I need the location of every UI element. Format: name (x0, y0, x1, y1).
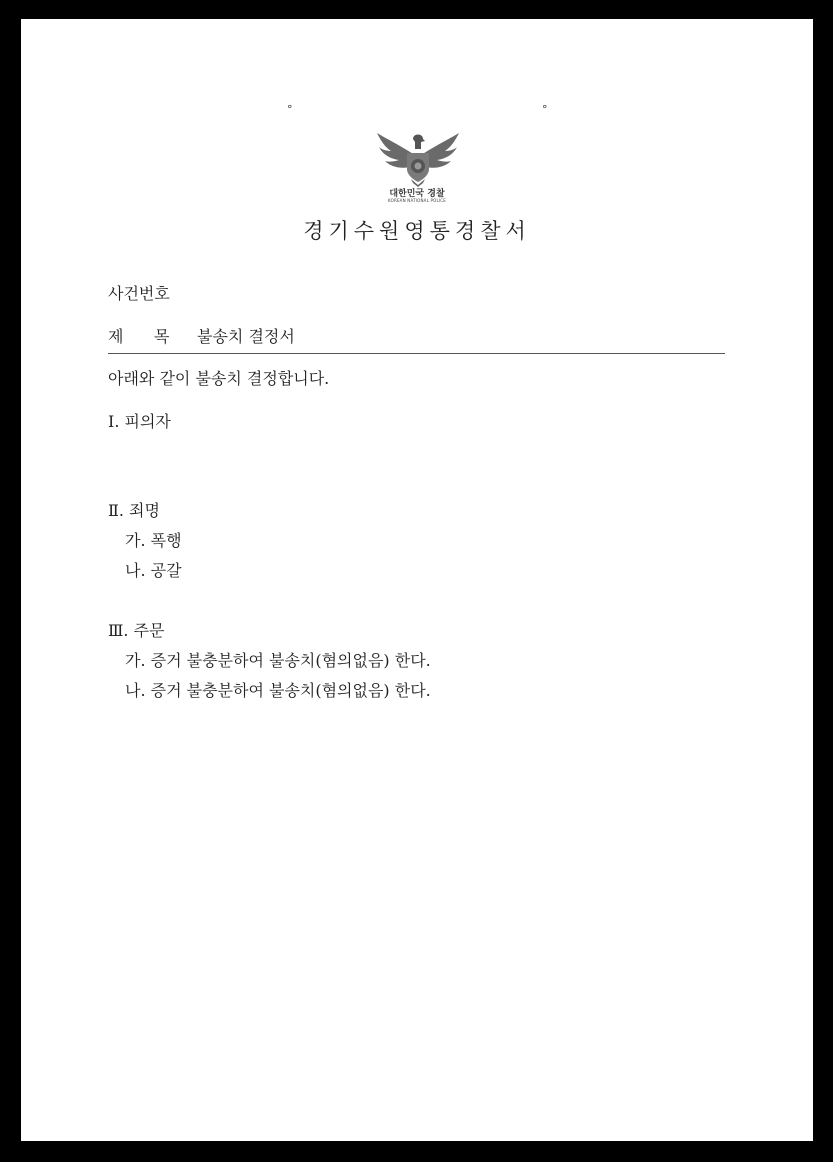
subject-label: 제 목 (108, 327, 170, 346)
order-item: 가. 증거 불충분하여 불송치(혐의없음) 한다. (125, 651, 431, 670)
subject-value: 불송치 결정서 (197, 327, 295, 346)
charge-item: 가. 폭행 (125, 531, 182, 550)
charge-item: 나. 공갈 (125, 561, 182, 580)
header-mark-right: ° (542, 103, 548, 116)
section-heading-order: Ⅲ. 주문 (108, 621, 165, 640)
section-heading-suspect: Ⅰ. 피의자 (108, 412, 171, 431)
police-station-title: 경기수원영통경찰서 (303, 219, 531, 243)
header-mark-left: ° (287, 103, 293, 116)
emblem-caption-english: KOREAN NATIONAL POLICE (388, 198, 446, 203)
section-heading-charge: Ⅱ. 죄명 (108, 501, 160, 520)
order-item: 나. 증거 불충분하여 불송치(혐의없음) 한다. (125, 681, 431, 700)
emblem-caption: 대한민국 경찰 (389, 189, 445, 199)
subject-divider (108, 353, 725, 354)
document-page (21, 19, 813, 1141)
intro-text: 아래와 같이 불송치 결정합니다. (108, 369, 330, 388)
case-number-label: 사건번호 (108, 284, 170, 303)
